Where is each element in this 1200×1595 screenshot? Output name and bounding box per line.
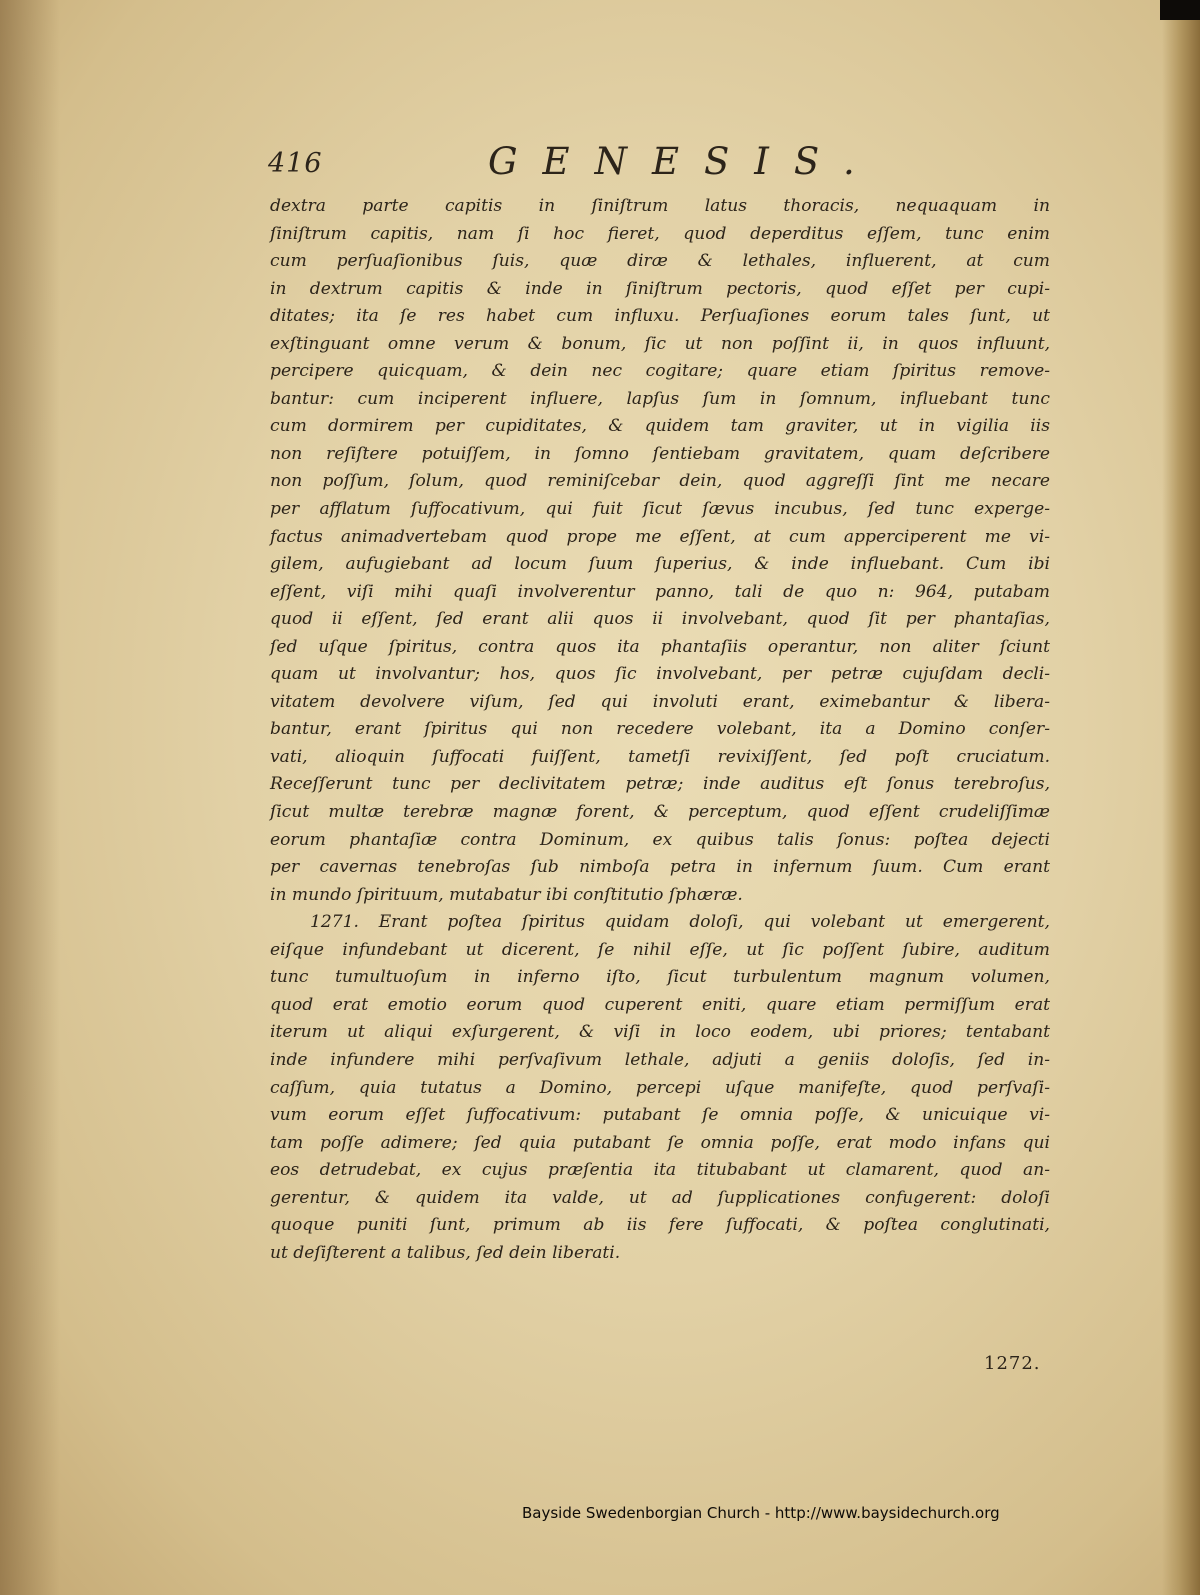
text-line: percipere quicquam, & dein nec cogitare; quare etiam ſpiritus remove- [270, 361, 1050, 382]
text-line: iterum ut aliqui exſurgerent, & viſi in loco eodem, ubi priores; tentabant [270, 1022, 1050, 1043]
text-line: vum eorum eſſet ſuffocativum: putabant ſe omnia poſſe, & unicuique vi- [270, 1105, 1050, 1126]
text-line: tam poſſe adimere; ſed quia putabant ſe omnia poſſe, erat modo infans qui [270, 1132, 1050, 1153]
watermark-text: Bayside Swedenborgian Church - http://www.baysidechurch.org [522, 1504, 1000, 1522]
text-line: ſicut multæ terebræ magnæ forent, & perceptum, quod eſſent crudeliſſimæ [270, 802, 1050, 823]
text-line: inde infundere mihi perſvaſivum lethale, adjuti a geniis doloſis, ſed in- [270, 1049, 1050, 1070]
text-line: ditates; ita ſe res habet cum influxu. Perſuaſiones eorum tales ſunt, ut [270, 306, 1050, 327]
text-line: eorum phantaſiæ contra Dominum, ex quibus talis ſonus: poſtea dejecti [270, 829, 1050, 850]
text-line: quod ii eſſent, ſed erant alii quos ii involvebant, quod ſit per phantaſias, [270, 609, 1050, 630]
text-line: factus animadvertebam quod prope me eſſent, at cum apperciperent me vi- [270, 526, 1050, 547]
text-line: eiſque infundebant ut dicerent, ſe nihil eſſe, ut ſic poſſent ſubire, auditum [270, 939, 1050, 960]
running-header [268, 140, 1058, 190]
dark-corner [1160, 0, 1200, 20]
text-line: quoque puniti ſunt, primum ab iis fere ſuffocati, & poſtea conglutinati, [270, 1215, 1050, 1236]
text-line: ut deſiſterent a talibus, ſed dein liberati. [270, 1242, 621, 1263]
text-line: eſſent, viſi mihi quaſi involverentur panno, tali de quo n: 964, putabam [270, 581, 1050, 602]
text-line: bantur, erant ſpiritus qui non recedere volebant, ita a Domino conſer- [270, 719, 1050, 740]
text-line: gerentur, & quidem ita valde, ut ad ſupplicationes confugerent: doloſi [270, 1187, 1050, 1208]
text-line: non reſiſtere potuiſſem, in ſomno ſentiebam gravitatem, quam deſcribere [270, 443, 1050, 464]
text-line: dextra parte capitis in ſiniſtrum latus thoracis, nequaquam in [270, 196, 1050, 216]
spine-shadow [0, 0, 60, 1595]
text-line: gilem, aufugiebant ad locum ſuum ſuperius, & inde influebant. Cum ibi [270, 554, 1050, 575]
text-line: cum perſuaſionibus ſuis, quæ diræ & lethales, influerent, at cum [270, 251, 1050, 272]
text-line: eos detrudebat, ex cujus præſentia ita titubabant ut clamarent, quod an- [270, 1160, 1050, 1181]
text-line: Receſſerunt tunc per declivitatem petræ; inde auditus eſt ſonus terebroſus, [270, 774, 1050, 795]
page-number: 416 [268, 148, 323, 179]
catchword: 1272. [984, 1353, 1041, 1374]
text-line: caſſum, quia tutatus a Domino, percepi uſque manifeſte, quod perſvaſi- [270, 1077, 1050, 1098]
text-line: non poſſum, ſolum, quod reminiſcebar dein, quod aggreſſi ſint me necare [270, 471, 1050, 492]
text-line: vitatem devolvere viſum, ſed qui involuti erant, eximebantur & libera- [270, 691, 1050, 712]
text-line: per cavernas tenebroſas ſub nimboſa petra in infernum ſuum. Cum erant [270, 857, 1050, 878]
running-title: GENESIS. [488, 140, 880, 183]
text-line: 1271. Erant poſtea ſpiritus quidam doloſi, qui volebant ut emergerent, [310, 912, 1050, 933]
text-line: bantur: cum inciperent influere, lapſus ſum in ſomnum, influebant tunc [270, 388, 1050, 409]
text-line: quam ut involvantur; hos, quos ſic involvebant, per petræ cujuſdam decli- [270, 664, 1050, 685]
text-line: ſiniſtrum capitis, nam ſi hoc fieret, quod deperditus eſſem, tunc enim [270, 223, 1050, 244]
text-line: vati, alioquin ſuffocati fuiſſent, tametſi revixiſſent, ſed poſt cruciatum. [270, 746, 1050, 767]
text-line: tunc tumultuoſum in inferno iſto, ſicut turbulentum magnum volumen, [270, 967, 1050, 988]
text-line: cum dormirem per cupiditates, & quidem tam graviter, ut in vigilia iis [270, 416, 1050, 437]
text-line: quod erat emotio eorum quod cuperent eniti, quare etiam permiſſum erat [270, 994, 1050, 1015]
text-line: in dextrum capitis & inde in ſiniſtrum pectoris, quod eſſet per cupi- [270, 278, 1050, 299]
text-line: ſed uſque ſpiritus, contra quos ita phantaſiis operantur, non aliter ſciunt [270, 636, 1050, 657]
text-line: exſtinguant omne verum & bonum, ſic ut non poſſint ii, in quos influunt, [270, 333, 1050, 354]
text-line: per afflatum ſuffocativum, qui fuit ſicut ſævus incubus, ſed tunc experge- [270, 499, 1050, 520]
text-line: in mundo ſpirituum, mutabatur ibi conſtitutio ſphæræ. [270, 884, 743, 905]
body-text [270, 193, 1050, 1267]
page-edge [1162, 0, 1200, 1595]
